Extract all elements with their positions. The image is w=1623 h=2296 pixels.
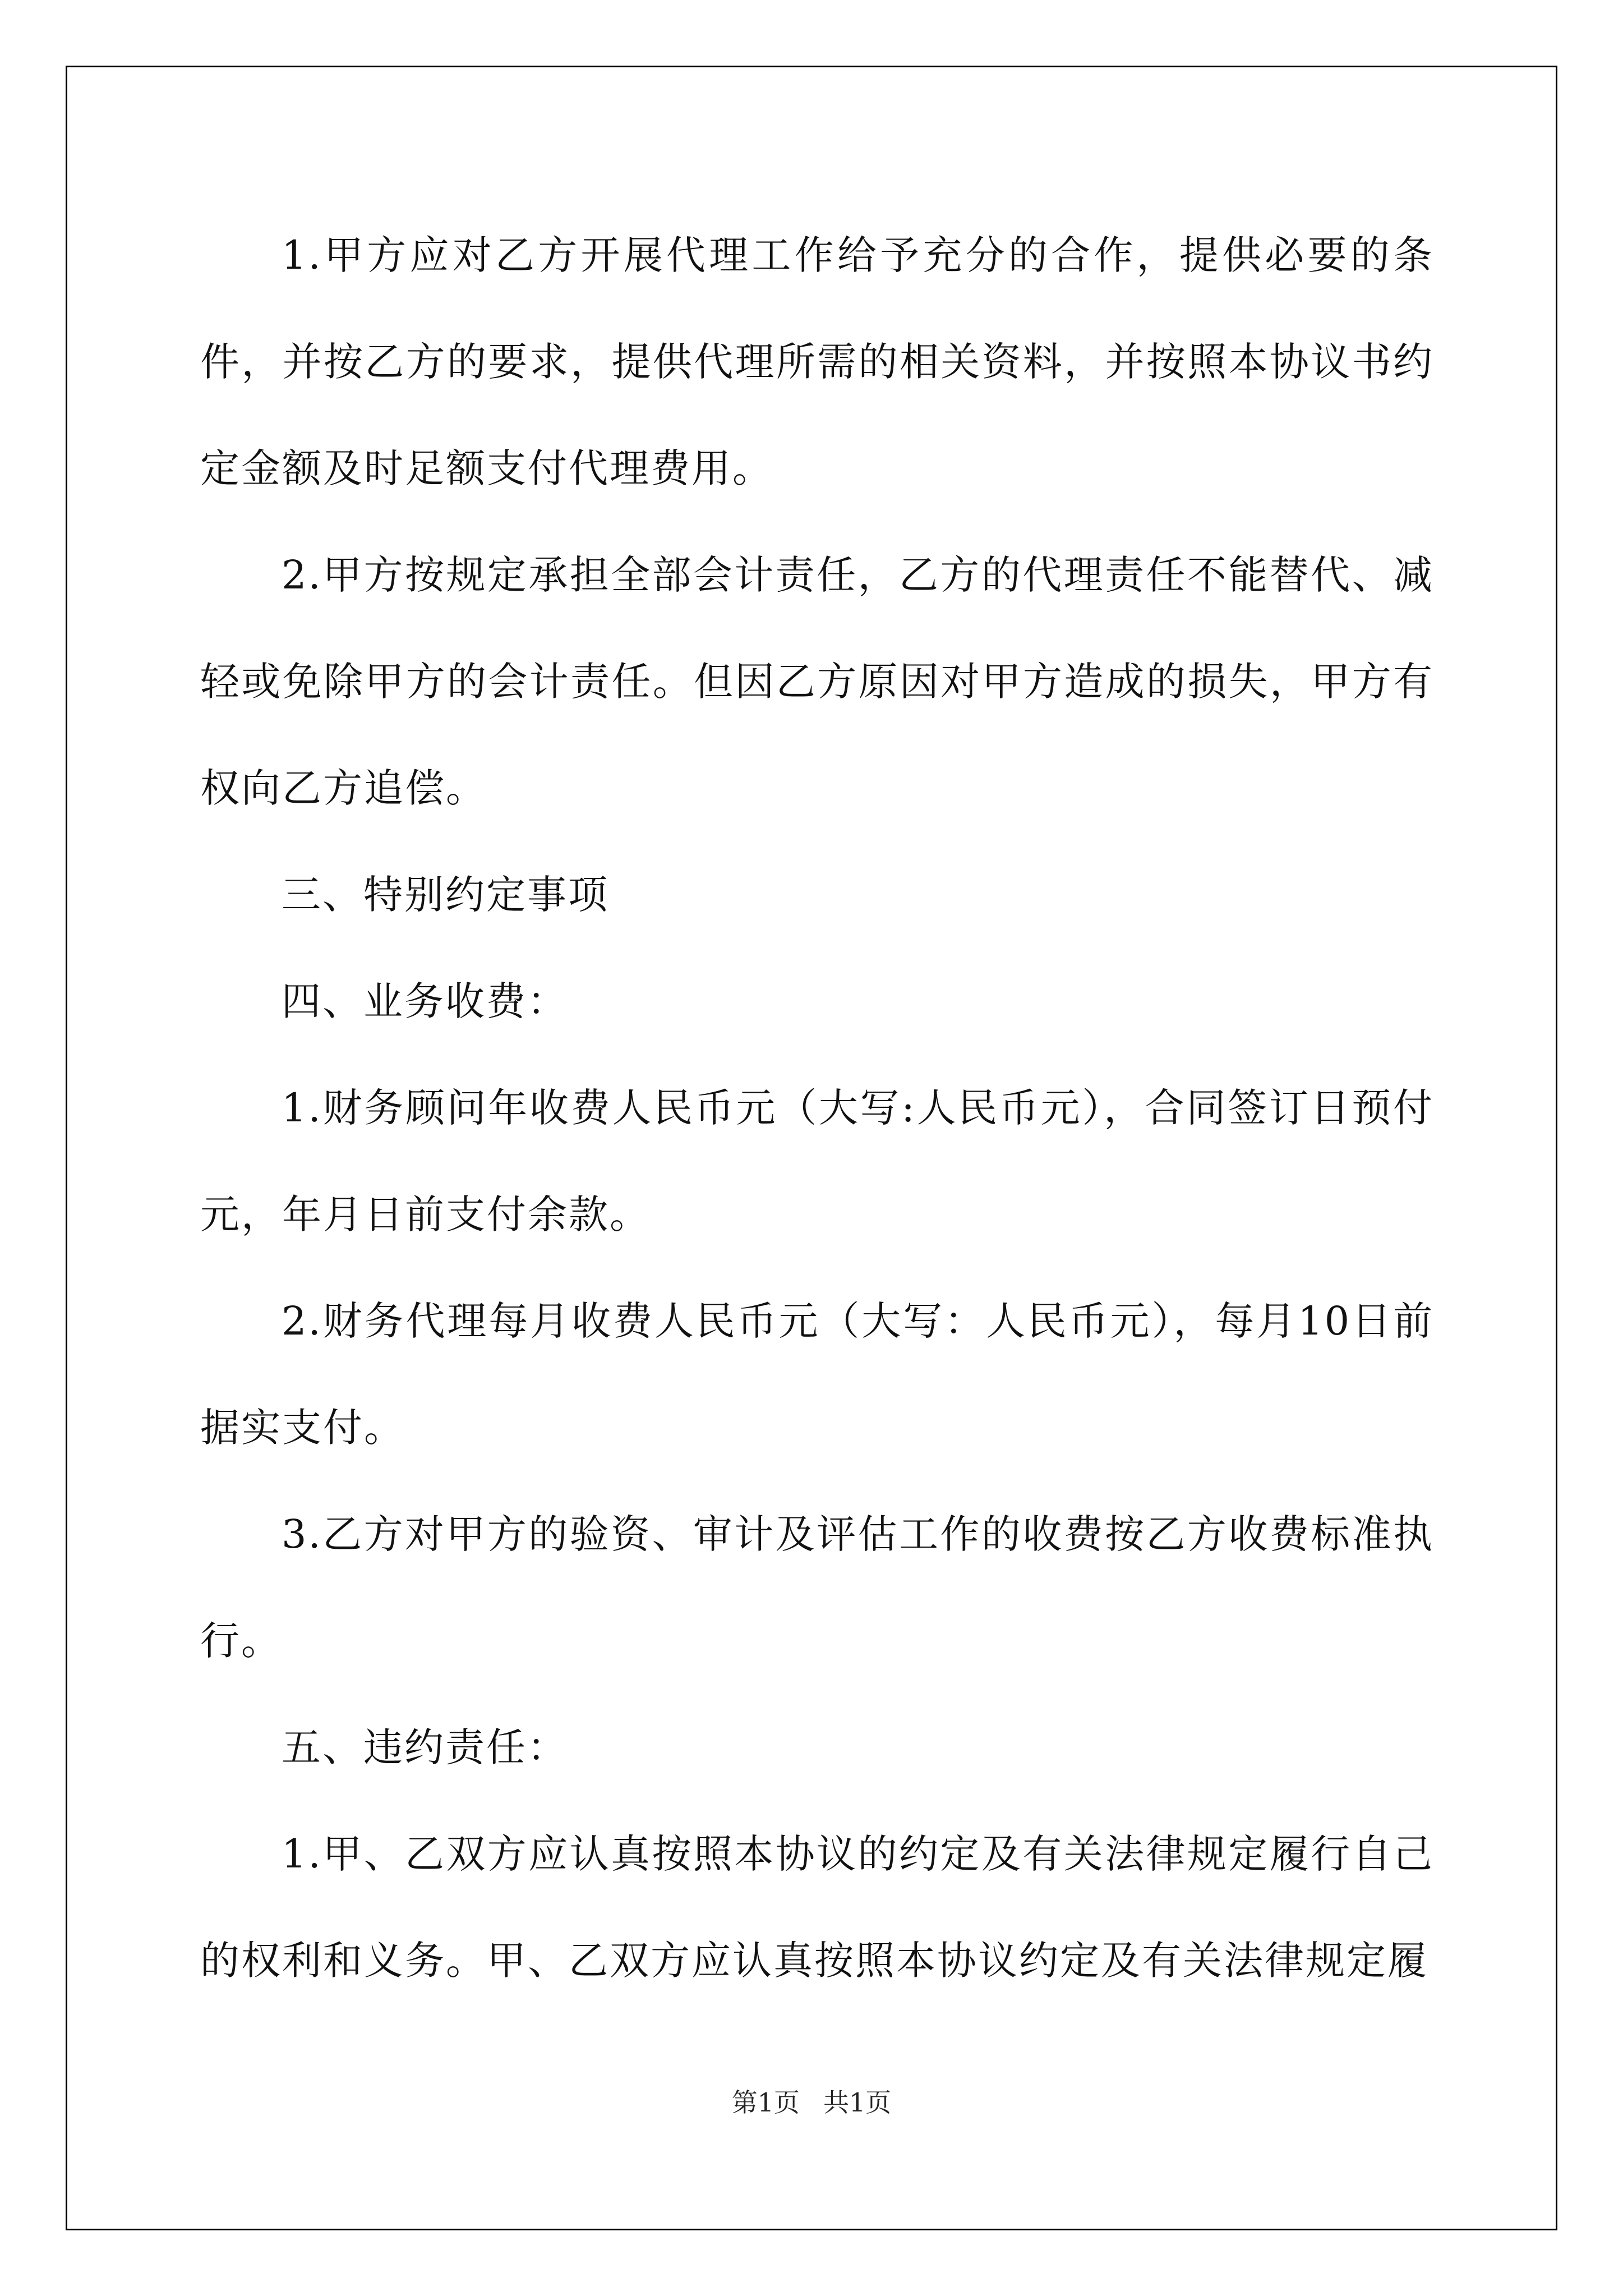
document-body <box>200 202 1434 2014</box>
paragraph-fee-3: 3.乙方对甲方的验资、审计及评估工作的收费按乙方收费标准执行。 <box>200 1511 1434 1664</box>
section-heading-3: 三、特别约定事项 <box>282 872 609 918</box>
section-heading-4: 四、业务收费： <box>282 978 568 1024</box>
page-footer <box>0 2086 1623 2119</box>
paragraph-2: 2.甲方按规定承担全部会计责任，乙方的代理责任不能替代、减轻或免除甲方的会计责任。但因乙方原因对甲方造成的损失，甲方有权向乙方追偿。 <box>200 552 1434 811</box>
paragraph-fee-1: 1.财务顾问年收费人民币元（大写:人民币元），合同签订日预付元，年月日前支付余款。 <box>200 1085 1434 1237</box>
paragraph-fee-2: 2.财务代理每月收费人民币元（大写：人民币元），每月10日前据实支付。 <box>200 1298 1434 1451</box>
paragraph-liability-1: 1.甲、乙双方应认真按照本协议的约定及有关法律规定履行自己的权利和义务。甲、乙双方应认真按照本协议约定及有关法律规定履 <box>200 1831 1434 1984</box>
page-number-current: 第1页 <box>731 2087 800 2118</box>
section-heading-5: 五、违约责任： <box>282 1724 568 1770</box>
paragraph-1: 1.甲方应对乙方开展代理工作给予充分的合作，提供必要的条件，并按乙方的要求，提供代理所需的相关资料，并按照本协议书约定金额及时足额支付代理费用。 <box>200 232 1434 491</box>
page-number-total: 共1页 <box>823 2087 892 2118</box>
